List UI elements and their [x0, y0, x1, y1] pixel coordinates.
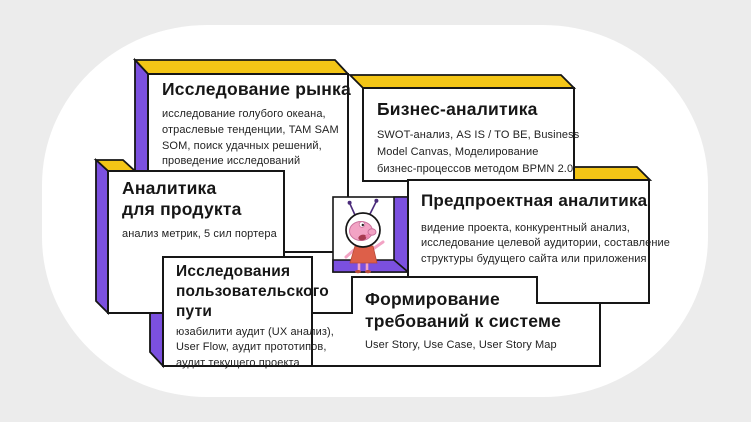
- card-requirements-body: [365, 338, 557, 354]
- text-line: Формирование: [365, 289, 500, 309]
- pig-snout: [368, 229, 376, 235]
- pig-antenna-right-tip: [374, 199, 378, 203]
- card-journey-body: [176, 325, 334, 371]
- card-journey-title: [176, 262, 329, 322]
- text-line: Бизнес-аналитика: [377, 99, 538, 119]
- text-line: исследование голубого океана,: [162, 108, 326, 120]
- text-line: проведение исследований: [162, 155, 301, 168]
- card-market-top-edge-icon: [135, 60, 348, 74]
- pig-shoe-left: [355, 270, 361, 273]
- pig-cheek: [366, 234, 370, 238]
- card-requirements-title: [365, 289, 561, 332]
- pig-antenna-left-tip: [348, 201, 352, 205]
- text-line: пользовательского: [176, 283, 329, 300]
- text-line: User Story, Use Case, User Story Map: [365, 339, 557, 351]
- pig-pupil: [362, 224, 364, 226]
- card-business-top-edge-icon: [350, 75, 574, 88]
- text-line: Аналитика: [122, 178, 217, 198]
- card-product-left-edge-icon: [96, 160, 108, 313]
- text-line: Model Canvas, Моделирование: [377, 145, 539, 158]
- card-product-title: [122, 178, 242, 219]
- text-line: юзабилити аудит (UX анализ),: [176, 326, 334, 338]
- card-market-body: [162, 107, 339, 170]
- card-business-title: [377, 99, 538, 120]
- card-preproject-title: [421, 191, 647, 212]
- card-product-body: [122, 227, 277, 243]
- text-line: пути: [176, 303, 213, 320]
- text-line: Исследование рынка: [162, 79, 351, 99]
- text-line: анализ метрик, 5 сил портера: [122, 228, 277, 240]
- text-line: Исследования: [176, 263, 291, 280]
- card-business-body: [377, 127, 579, 177]
- card-preproject-body: [421, 221, 670, 267]
- text-line: бизнес-процессов методом BPMN 2.0: [377, 162, 574, 175]
- text-line: видение проекта, конкурентный анализ,: [421, 222, 630, 234]
- text-line: аудит текущего проекта: [176, 356, 300, 369]
- text-line: SOM, поиск удачных решений,: [162, 139, 322, 152]
- text-line: исследование целевой аудитории, составление: [421, 237, 670, 250]
- pig-dress: [350, 246, 377, 263]
- text-line: требований к системе: [365, 310, 562, 331]
- card-market-title: [162, 79, 351, 100]
- text-line: для продукта: [122, 198, 242, 219]
- text-line: User Flow, аудит прототипов,: [176, 341, 327, 354]
- text-line: SWOT-анализ, AS IS / TO BE, Business: [377, 129, 580, 141]
- text-line: структуры будущего сайта или приложения: [421, 252, 647, 265]
- text-line: Предпроектная аналитика: [421, 191, 648, 210]
- text-line: отраслевые тенденции, TAM SAM: [162, 123, 339, 136]
- pig-shoe-right: [365, 270, 371, 273]
